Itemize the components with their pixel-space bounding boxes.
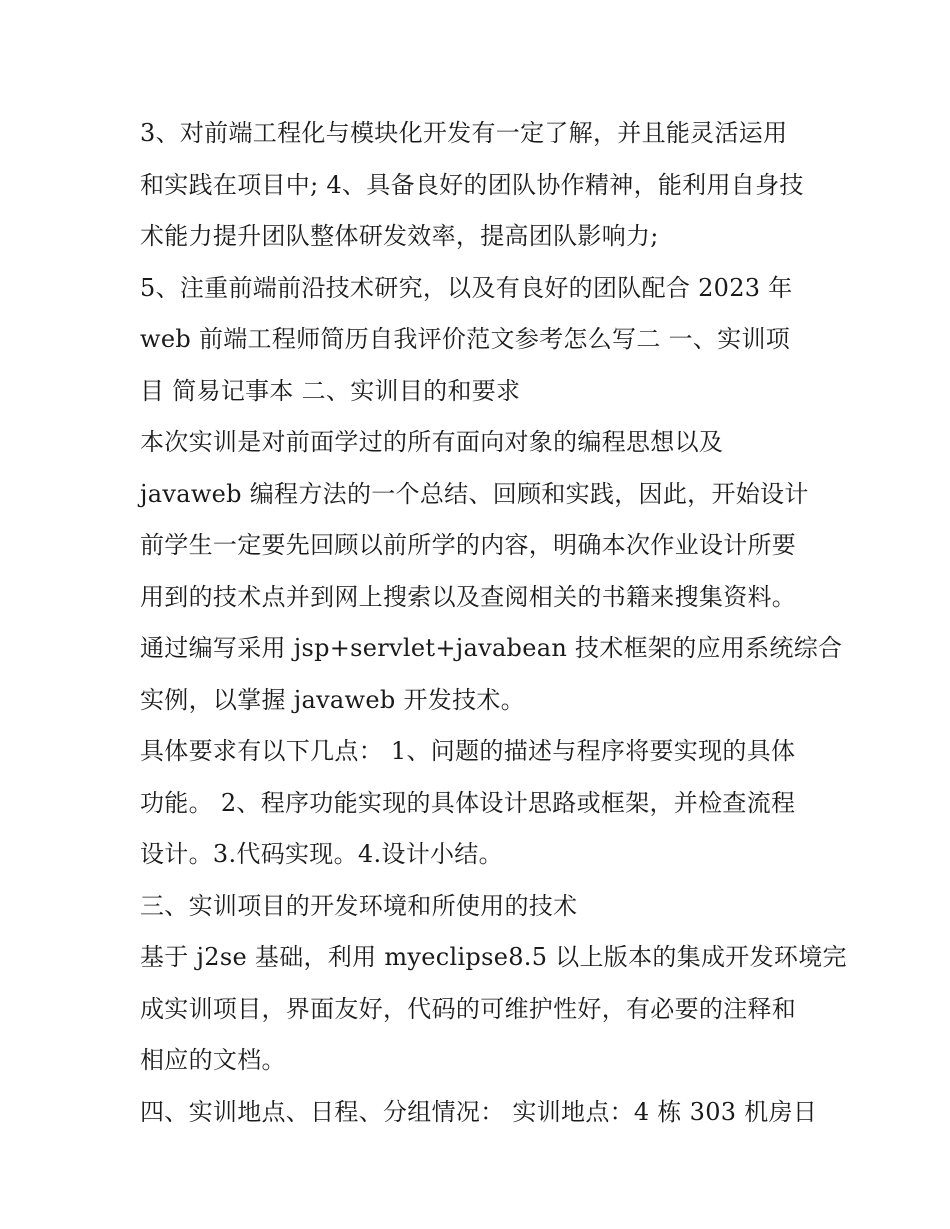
text-line: 通过编写采用 jsp+servlet+javabean 技术框架的应用系统综合: [140, 634, 843, 662]
text-line: 四、实训地点、日程、分组情况： 实训地点：4 栋 303 机房日: [140, 1097, 818, 1126]
text-line: 5、注重前端前沿技术研究，以及有良好的团队配合 2023 年: [140, 273, 793, 302]
text-line: 成实训项目，界面友好，代码的可维护性好，有必要的注释和: [140, 994, 797, 1023]
text-line: 设计。3.代码实现。4.设计小结。: [140, 840, 503, 868]
text-line: 本次实训是对前面学过的所有面向对象的编程思想以及: [140, 428, 724, 456]
text-line: 具体要求有以下几点： 1、问题的描述与程序将要实现的具体: [140, 737, 796, 765]
text-line: web 前端工程师简历自我评价范文参考怎么写二 一、实训项: [140, 325, 791, 353]
text-line: 和实践在项目中; 4、具备良好的团队协作精神，能利用自身技: [140, 170, 804, 199]
text-line: 实例，以掌握 javaweb 开发技术。: [140, 685, 525, 714]
text-line: 前学生一定要先回顾以前所学的内容，明确本次作业设计所要: [140, 531, 797, 559]
text-line: 3、对前端工程化与模块化开发有一定了解，并且能灵活运用: [140, 119, 788, 147]
text-line: 术能力提升团队整体研发效率，提高团队影响力;: [140, 222, 659, 250]
text-line: 用到的技术点并到网上搜索以及查阅相关的书籍来搜集资料。: [140, 582, 797, 611]
text-line: 目 简易记事本 二、实训目的和要求: [140, 376, 521, 405]
text-line: 基于 j2se 基础，利用 myeclipse8.5 以上版本的集成开发环境完: [140, 943, 847, 971]
document-body: [140, 108, 847, 1138]
text-line: 功能。 2、程序功能实现的具体设计思路或框架，并检查流程: [140, 788, 796, 817]
text-line: 三、实训项目的开发环境和所使用的技术: [140, 891, 578, 920]
text-line: 相应的文档。: [140, 1046, 286, 1074]
text-line: javaweb 编程方法的一个总结、回顾和实践，因此，开始设计: [140, 479, 809, 508]
